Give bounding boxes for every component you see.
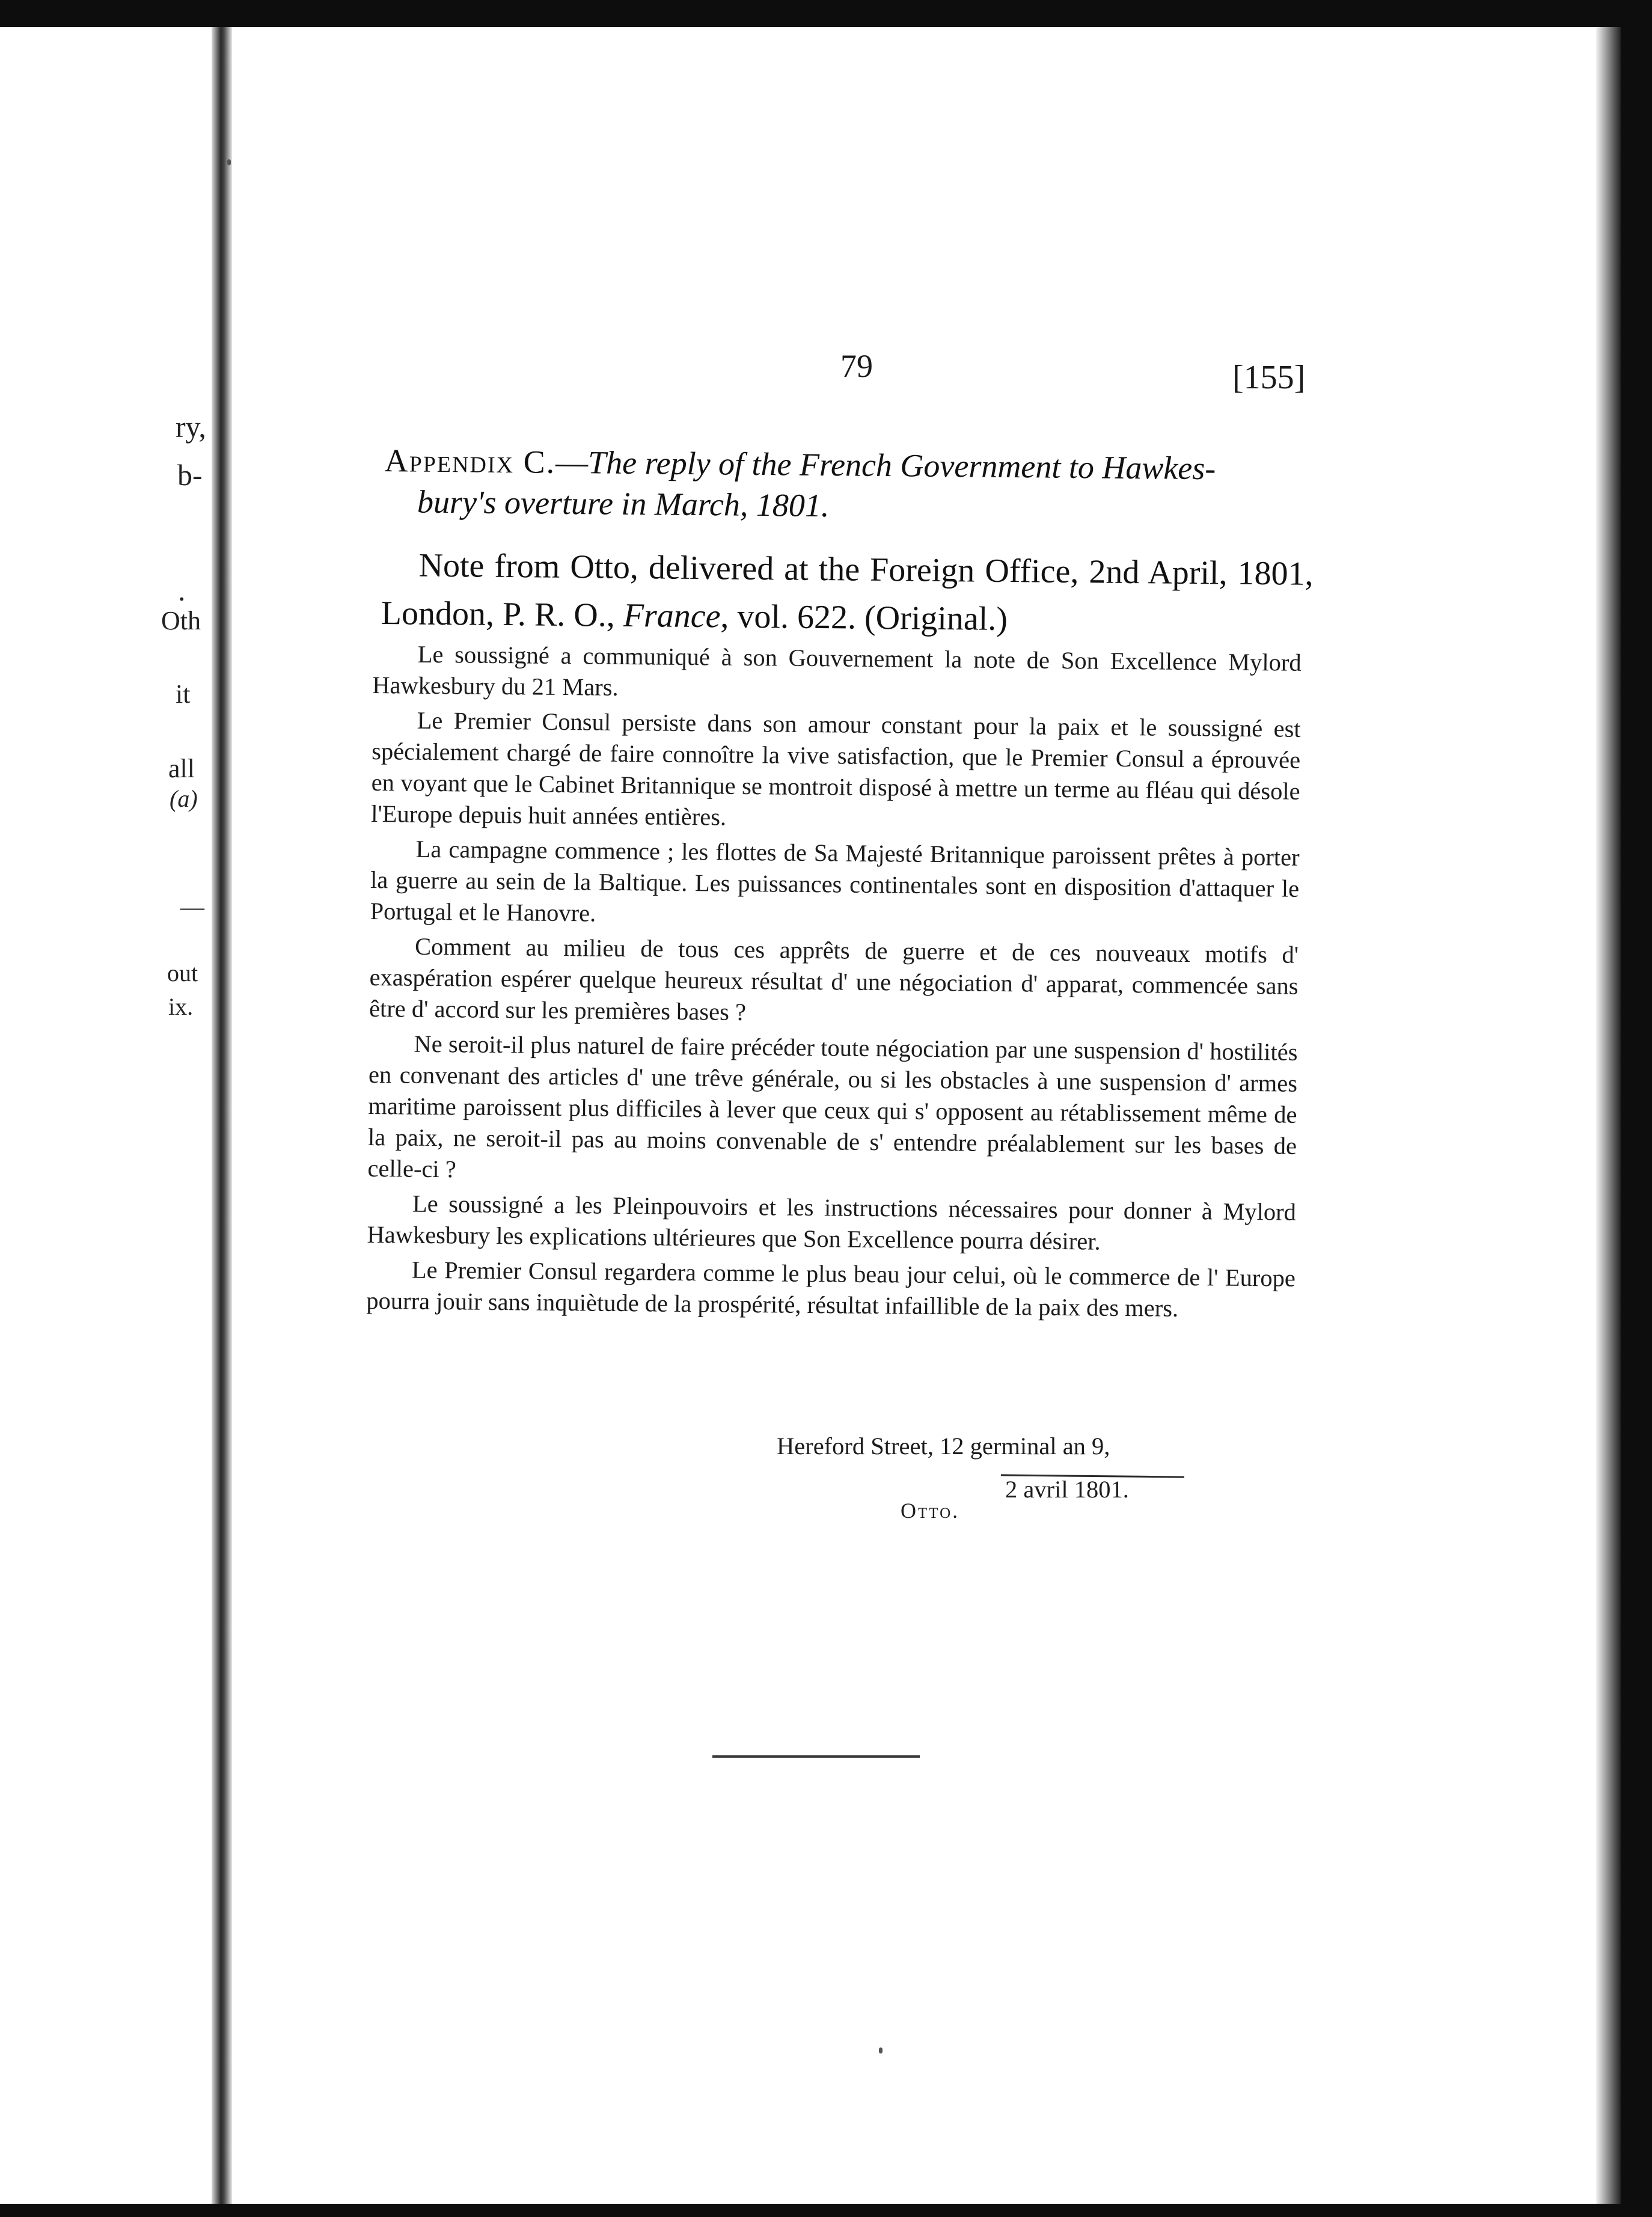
letter-paragraph: La campagne commence ; les flottes de Sa Majesté Britannique paroissent prêtes à porter la guerre au sein de la Baltique. Les puissances continentales sont en disposition d'attaquer le Portugal et le Hanovre. — [370, 835, 1300, 927]
end-rule — [712, 1755, 920, 1758]
page-number: 79 — [840, 348, 873, 384]
scan-speck — [227, 159, 231, 165]
edge-fragment: (a) — [170, 785, 198, 812]
page-edge-shadow — [1596, 27, 1621, 2204]
note-heading-italic: France — [623, 596, 721, 635]
appendix-title — [384, 440, 1314, 531]
appendix-dash: — — [555, 444, 589, 481]
edge-fragment: out — [167, 959, 198, 986]
letter-paragraph: Le Premier Consul persiste dans son amour constant pour la paix et le soussigné est spécialement chargé de faire connoître la vive satisfaction, que le Premier Consul a éprouvée en voyant que le Cabinet Britannique se montroit disposé à mettre un terme au fléau qui désole l'Europe depuis huit années entières. — [370, 706, 1301, 831]
edge-fragment: ix. — [168, 993, 194, 1020]
scanner-border-right — [1621, 0, 1652, 2217]
edge-fragment: . — [178, 573, 186, 607]
scan-speck — [879, 2047, 883, 2053]
edge-fragment: Oth — [161, 606, 201, 635]
letter-paragraph: Ne seroit-il plus naturel de faire précéder toute négociation par une suspension d' hostilités en convenant des articles d' une trêve générale, ou si les obstacles à une suspension d' armes maritime paroissent plus difficiles à lever que ceux qui s' opposent au rétablissement même de la paix, ne seroit-il pas au moins convenable de s' entendre préalablement sur les bases de celle-ci ? — [367, 1030, 1298, 1183]
letter-body — [366, 638, 1302, 1329]
edge-fragment: — — [180, 893, 204, 920]
edge-fragment: it — [176, 679, 191, 709]
note-heading-text: Note from Otto, delivered at the Foreign Office, 2nd April, 1801, London, P. R. O., — [381, 546, 1314, 634]
signature: Otto. — [901, 1499, 960, 1523]
previous-page-edge — [0, 27, 212, 2204]
note-heading-text-end: , vol. 622. (Original.) — [720, 598, 1008, 638]
scanner-border-bottom — [0, 2204, 1652, 2217]
appendix-title-line-2: bury's overture in March, 1801. — [417, 483, 830, 524]
letter-paragraph: Le Premier Consul regardera comme le plus beau jour celui, où le commerce de l' Europe pourra jouir sans inquiètude de la prospérité, résultat infaillible de la paix des mers. — [366, 1256, 1296, 1322]
letter-paragraph: Comment au milieu de tous ces apprêts de guerre et de ces nouveaux motifs d' exaspération espérer quelque heureux résultat d' une négociation d' apparat, commencée sans être d' accord sur les premières bases ? — [369, 932, 1299, 1026]
letter-paragraph: Le soussigné a communiqué à son Gouvernement la note de Son Excellence Mylord Hawkesbury du 21 Mars. — [372, 640, 1302, 701]
appendix-title-line-1: The reply of the French Government to Hawkes- — [587, 444, 1216, 487]
bracketed-page-number: [155] — [1232, 359, 1306, 396]
edge-fragment: all — [168, 754, 195, 783]
scanner-border-top — [0, 0, 1652, 27]
letter-paragraph: Le soussigné a les Pleinpouvoirs et les instructions nécessaires pour donner à Mylord Hawkesbury les explications ultérieures que Son Excellence pourra désirer. — [367, 1190, 1297, 1255]
closing-place-date: Hereford Street, 12 germinal an 9, — [777, 1433, 1110, 1460]
book-gutter — [212, 27, 232, 2204]
edge-fragment: b- — [177, 458, 203, 492]
appendix-label: Appendix C. — [384, 442, 556, 480]
closing-converted-date: 2 avril 1801. — [1005, 1476, 1129, 1503]
note-heading — [381, 541, 1313, 646]
edge-fragment: ry, — [176, 410, 206, 444]
